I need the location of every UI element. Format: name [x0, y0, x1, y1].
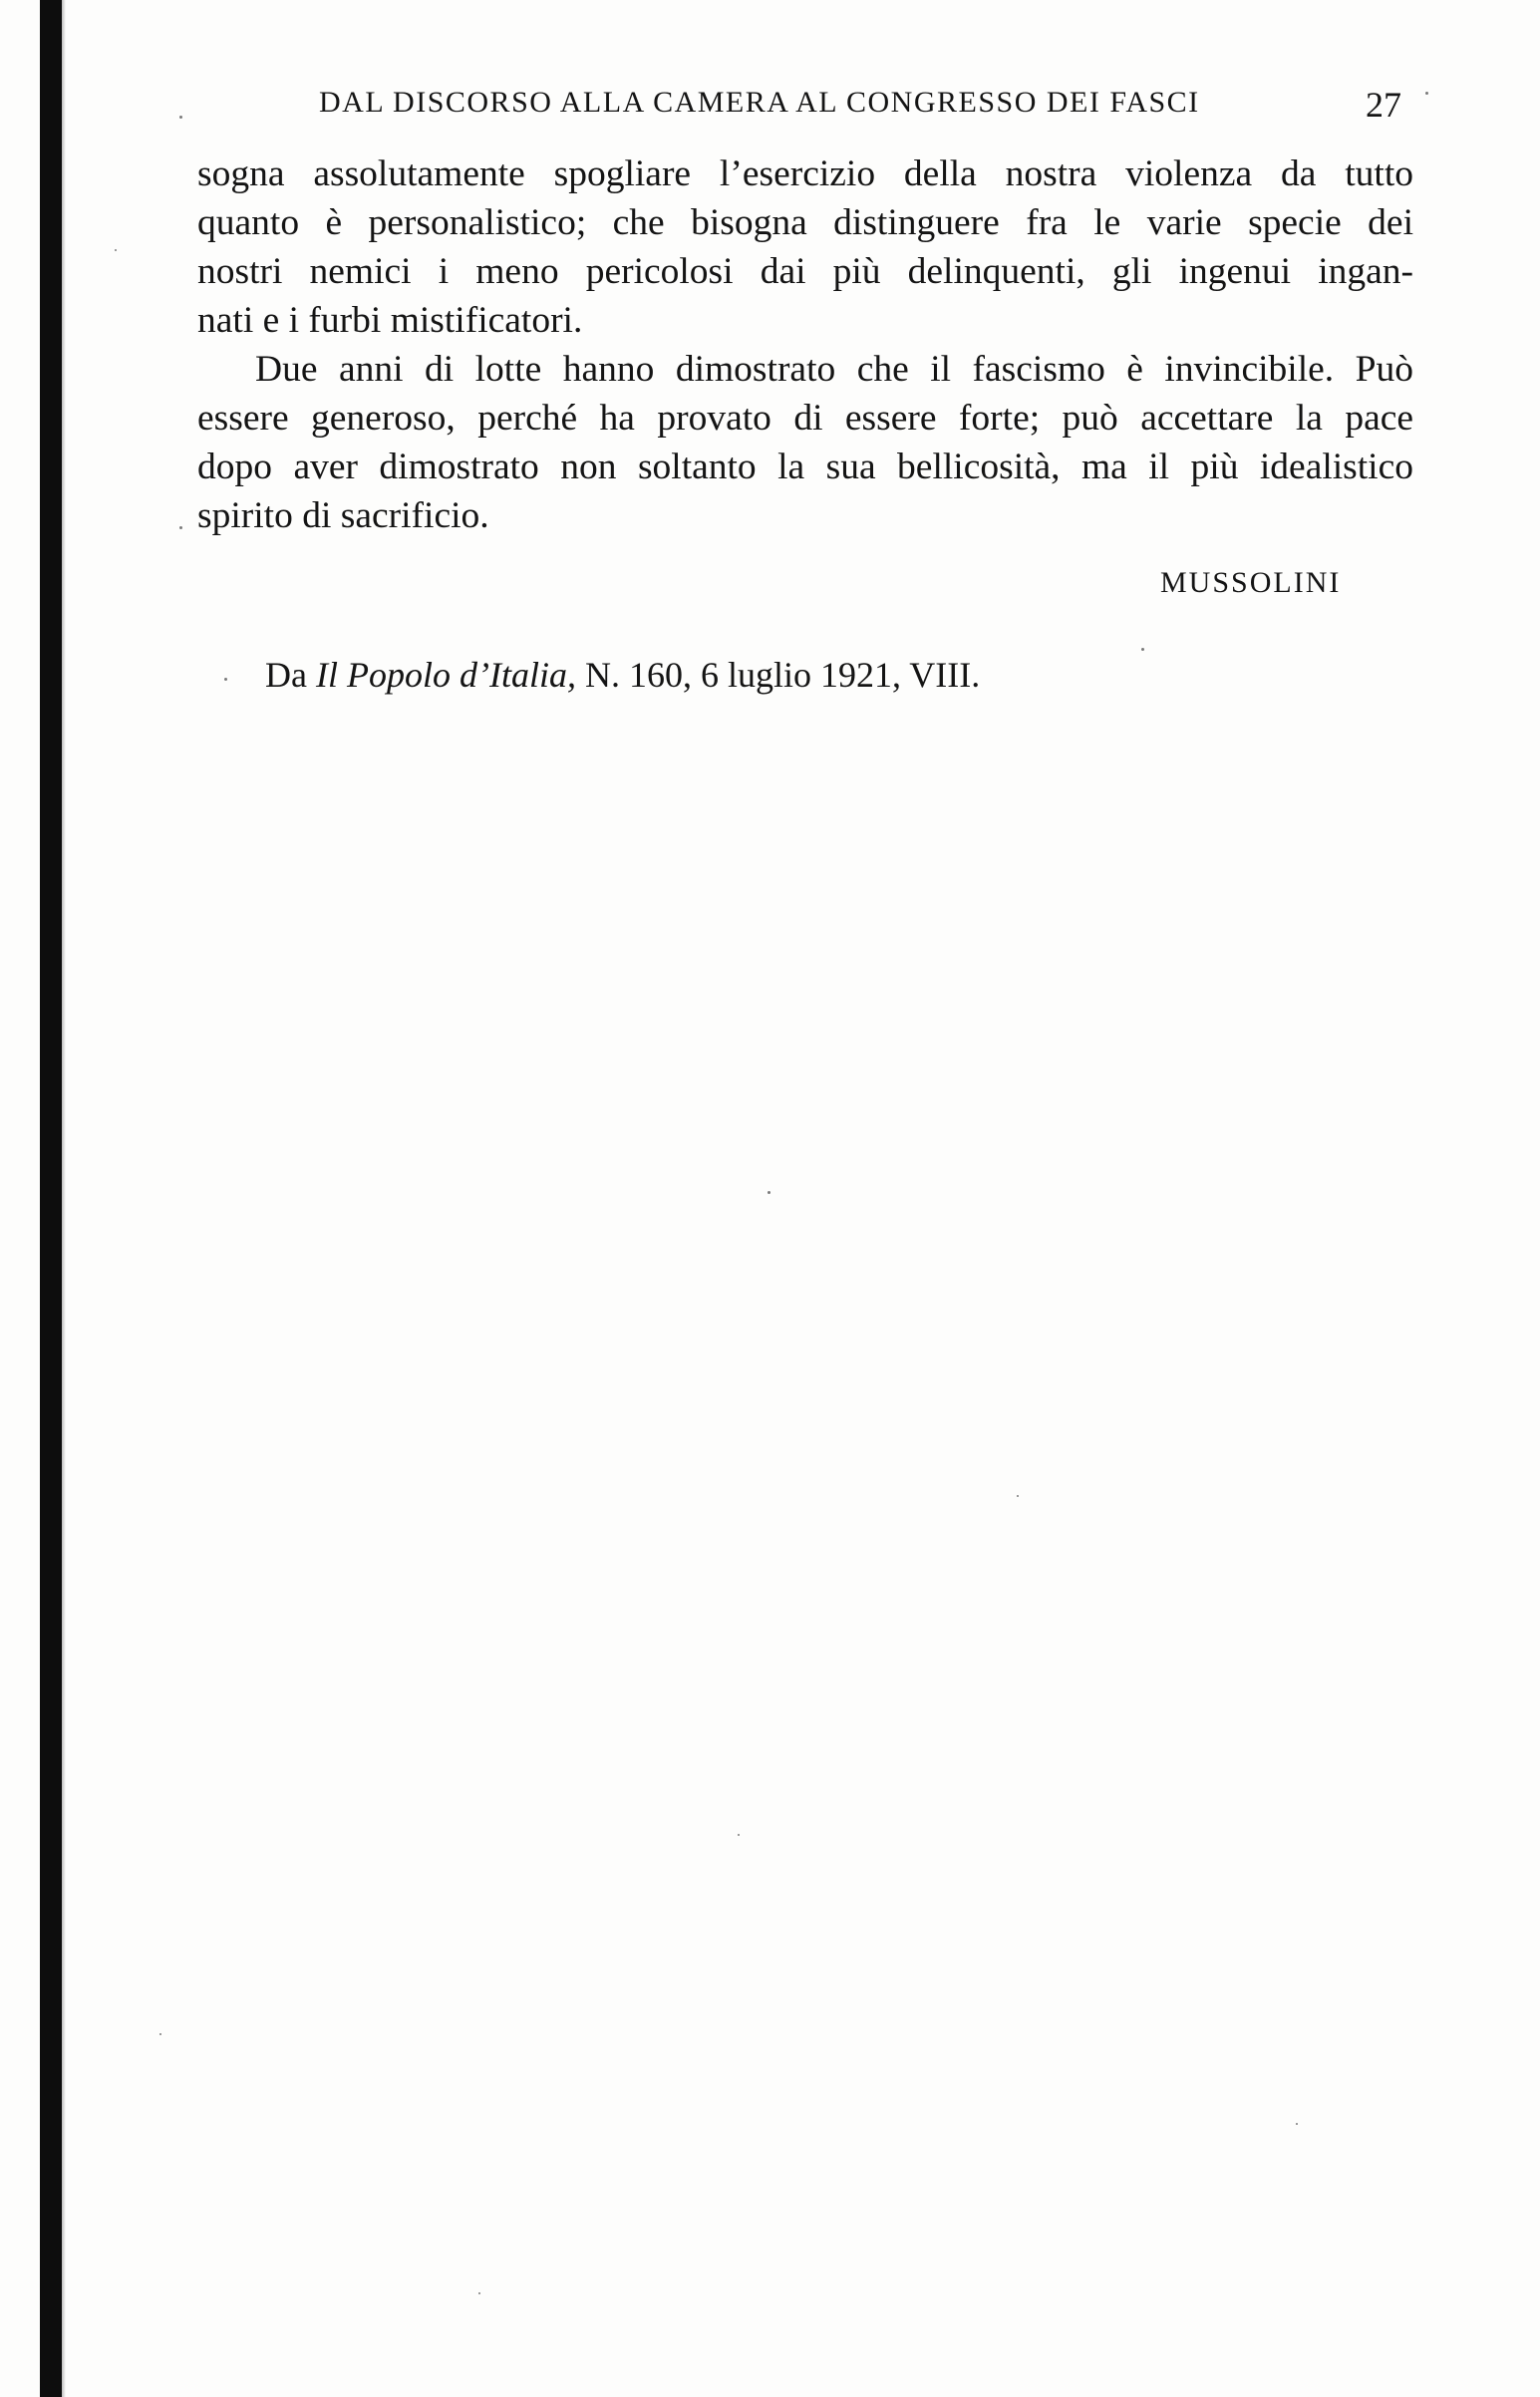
- body-line: nati e i furbi mistificatori.: [197, 300, 583, 341]
- running-head: DAL DISCORSO ALLA CAMERA AL CONGRESSO DEI FASCI: [319, 86, 1200, 119]
- source-publication: Il Popolo d’Italia,: [315, 655, 576, 695]
- scan-speck: [1141, 648, 1144, 651]
- body-line: nostri nemici i meno pericolosi dai più delinquenti, gli ingenui ingan-: [197, 251, 1413, 292]
- scan-speck: [159, 2033, 161, 2035]
- source-citation: [265, 654, 980, 696]
- binding-edge-shadow: [62, 0, 66, 2397]
- scan-speck: [224, 678, 227, 681]
- body-line: sogna assolutamente spogliare l’esercizio della nostra violenza da tutto: [197, 153, 1413, 194]
- source-prefix: Da: [265, 655, 316, 695]
- scan-speck: [179, 116, 182, 119]
- scan-speck: [478, 2292, 480, 2294]
- scan-speck: [768, 1191, 770, 1194]
- scan-speck: [115, 249, 117, 251]
- body-line: Due anni di lotte hanno dimostrato che il fascismo è invincibile. Può: [255, 349, 1413, 390]
- page-number: 27: [1366, 85, 1401, 125]
- scan-speck: [1296, 2123, 1298, 2125]
- body-line: spirito di sacrificio.: [197, 495, 489, 536]
- binding-edge: [40, 0, 62, 2397]
- body-line: quanto è personalistico; che bisogna distinguere fra le varie specie dei: [197, 202, 1413, 243]
- scan-speck: [738, 1834, 740, 1836]
- body-text: [197, 150, 1413, 540]
- scan-speck: [1425, 92, 1428, 95]
- body-line: essere generoso, perché ha provato di essere forte; può accettare la pace: [197, 398, 1413, 439]
- body-line: dopo aver dimostrato non soltanto la sua bellicosità, ma il più idealistico: [197, 447, 1413, 487]
- scan-speck: [1017, 1495, 1019, 1497]
- source-details: N. 160, 6 luglio 1921, VIII.: [575, 655, 981, 695]
- signature: MUSSOLINI: [1160, 566, 1342, 599]
- scan-speck: [179, 526, 182, 529]
